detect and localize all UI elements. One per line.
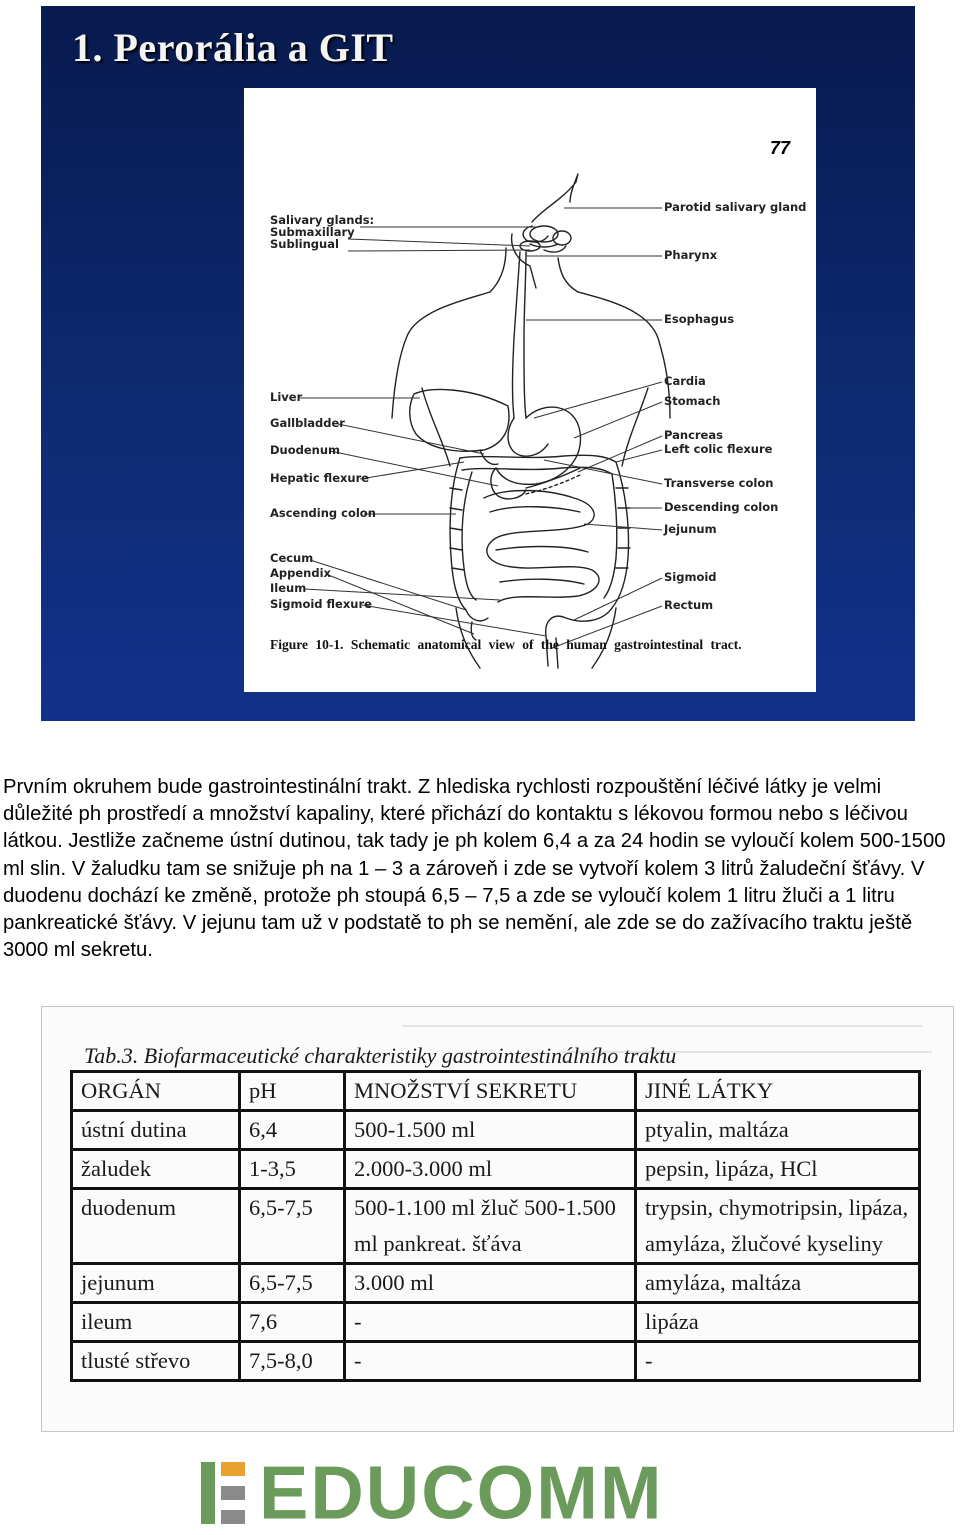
cell-amount: 500-1.100 ml žluč 500-1.500 ml pankreat. šťáva <box>345 1189 636 1264</box>
label-sublingual: Sublingual <box>270 237 339 251</box>
logo-mark-bar-gray <box>221 1510 245 1524</box>
cell-organ: tlusté střevo <box>72 1342 240 1381</box>
logo-mark-bar-green <box>201 1462 215 1524</box>
logo-mark-icon <box>201 1462 253 1524</box>
slide-title: 1. Perorália a GIT <box>72 25 394 70</box>
label-parotid-salivary-gland: Parotid salivary gland <box>664 200 807 214</box>
anatomy-figure-page <box>244 88 816 692</box>
label-ascending-colon: Ascending colon <box>270 506 376 520</box>
logo-mark-bar-orange <box>221 1462 245 1476</box>
cell-ph: 1-3,5 <box>240 1150 345 1189</box>
cell-other: - <box>636 1342 920 1381</box>
label-salivary-glands: Salivary glands: <box>270 213 375 227</box>
cell-amount: - <box>345 1303 636 1342</box>
label-stomach: Stomach <box>664 394 721 408</box>
cell-ph: 6,5-7,5 <box>240 1264 345 1303</box>
table-row <box>72 1342 920 1381</box>
cell-amount: - <box>345 1342 636 1381</box>
cell-ph: 7,5-8,0 <box>240 1342 345 1381</box>
slide-image <box>41 6 915 721</box>
label-pancreas: Pancreas <box>664 428 723 442</box>
label-esophagus: Esophagus <box>664 312 735 326</box>
bleed-through-line <box>402 1025 922 1027</box>
label-sigmoid-flexure: Sigmoid flexure <box>270 597 372 611</box>
label-duodenum: Duodenum <box>270 443 341 457</box>
label-hepatic-flexure: Hepatic flexure <box>270 471 370 485</box>
figure-caption-number: Figure 10-1. <box>270 637 344 652</box>
table-row <box>72 1303 920 1342</box>
table-row <box>72 1150 920 1189</box>
label-liver: Liver <box>270 390 303 404</box>
cell-other: trypsin, chymotripsin, lipáza, amyláza, žlučové kyseliny <box>636 1189 920 1264</box>
cell-organ: ileum <box>72 1303 240 1342</box>
header-secretion-amount: MNOŽSTVÍ SEKRETU <box>345 1072 636 1111</box>
label-sigmoid: Sigmoid <box>664 570 717 584</box>
educomm-logo <box>201 1450 664 1535</box>
logo-mark-bar-gray <box>221 1486 245 1500</box>
cell-ph: 7,6 <box>240 1303 345 1342</box>
label-cecum: Cecum <box>270 551 314 565</box>
table-caption: Tab.3. Biofarmaceutické charakteristiky gastrointestinálního traktu <box>84 1043 677 1068</box>
cell-ph: 6,4 <box>240 1111 345 1150</box>
cell-organ: žaludek <box>72 1150 240 1189</box>
logo-wordmark: EDUCOMM <box>259 1450 664 1535</box>
cell-other: ptyalin, maltáza <box>636 1111 920 1150</box>
page-number: 77 <box>769 138 790 158</box>
cell-other: amyláza, maltáza <box>636 1264 920 1303</box>
table-row <box>72 1189 920 1264</box>
label-pharynx: Pharynx <box>664 248 718 262</box>
label-ileum: Ileum <box>270 581 307 595</box>
table-row <box>72 1264 920 1303</box>
header-organ: ORGÁN <box>72 1072 240 1111</box>
figure-caption-text: Schematic anatomical view of the human gastrointestinal tract. <box>350 637 742 652</box>
cell-amount: 2.000-3.000 ml <box>345 1150 636 1189</box>
header-ph: pH <box>240 1072 345 1111</box>
table-header-row <box>72 1072 920 1111</box>
label-transverse-colon: Transverse colon <box>664 476 774 490</box>
figure-caption <box>270 637 800 653</box>
label-rectum: Rectum <box>664 598 714 612</box>
label-gallbladder: Gallbladder <box>270 416 345 430</box>
label-left-colic-flexure: Left colic flexure <box>664 442 773 456</box>
cell-amount: 500-1.500 ml <box>345 1111 636 1150</box>
cell-organ: duodenum <box>72 1189 240 1264</box>
table-image <box>41 1006 954 1432</box>
cell-organ: ústní dutina <box>72 1111 240 1150</box>
label-descending-colon: Descending colon <box>664 500 779 514</box>
table-row <box>72 1111 920 1150</box>
header-other-substances: JINÉ LÁTKY <box>636 1072 920 1111</box>
label-submaxillary: Submaxillary <box>270 225 355 239</box>
cell-other: lipáza <box>636 1303 920 1342</box>
cell-organ: jejunum <box>72 1264 240 1303</box>
body-paragraph: Prvním okruhem bude gastrointestinální trakt. Z hlediska rychlosti rozpouštění léčivé látky je velmi důležité ph prostředí a množství kapaliny, které přichází do kontaktu s lékovou formou nebo s léčivou látkou. Jestliže začneme ústní dutinou, tak tady je ph kolem 6,4 a za 24 hodin se vyloučí kolem 500-1500 ml slin. V žaludku tam se snižuje ph na 1 – 3 a zároveň i zde se vytvoří kolem 3 litrů žaludeční šťávy. V duodenu dochází ke změně, protože ph stoupá 6,5 – 7,5 a zde se vyloučí kolem 1 litru žluči a 1 litru pankreatické šťávy. V jejunu tam už v podstatě to ph se nemění, ale zde se do zažívacího traktu ještě 3000 ml sekretu. <box>3 776 946 962</box>
biopharmaceutical-table <box>70 1070 921 1382</box>
label-jejunum: Jejunum <box>664 522 717 536</box>
cell-other: pepsin, lipáza, HCl <box>636 1150 920 1189</box>
cell-amount: 3.000 ml <box>345 1264 636 1303</box>
cell-ph: 6,5-7,5 <box>240 1189 345 1264</box>
label-cardia: Cardia <box>664 374 706 388</box>
label-appendix: Appendix <box>270 566 331 580</box>
